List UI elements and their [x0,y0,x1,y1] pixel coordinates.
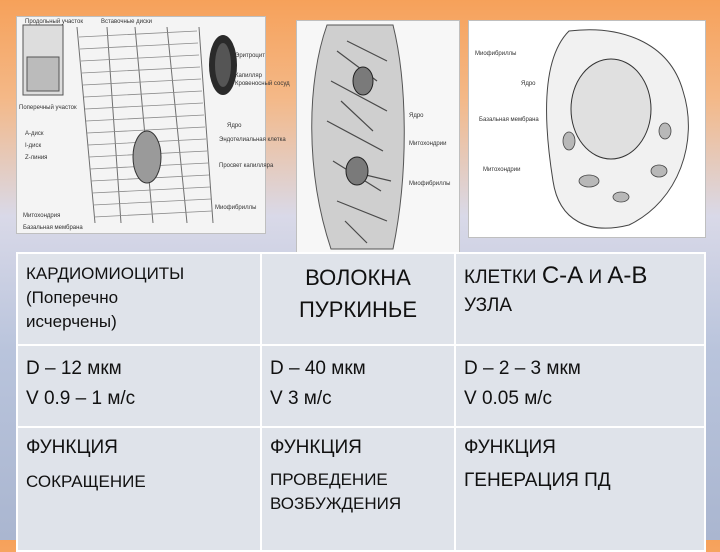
purkinje-function-value-2: ВОЗБУЖДЕНИЯ [270,494,402,513]
node-title-and: И [583,267,608,288]
table-row-parameters [17,345,705,427]
label-endothelial: Эндотелиальная клетка [219,137,286,143]
node-title-sa: С-А [541,262,584,289]
cell-node-title [455,253,705,345]
label-transverse: Поперечный участок [19,105,77,111]
cardiomyocytes-function-value: СОКРАЩЕНИЕ [26,472,146,491]
label-basal-membrane: Базальная мембрана [23,225,83,231]
label-myofibrils: Миофибриллы [215,205,257,211]
node-title-av: А-В [607,262,648,289]
node-cell-drawing [469,21,705,237]
node-cell-illustration [468,20,706,238]
label-capillary-lumen: Просвет капилляра [219,163,274,169]
label-node-basal-membrane: Базальная мембрана [479,117,539,123]
cardiomyocytes-diameter: D – 12 мкм [26,358,122,379]
label-purkinje-myofibrils: Миофибриллы [409,181,451,187]
label-nucleus: Ядро [227,123,242,129]
label-intercalated-discs: Вставочные диски [101,19,152,25]
cell-node-params [455,345,705,427]
cell-purkinje-params [261,345,455,427]
purkinje-title-1: ВОЛОКНА [305,265,411,290]
label-a-disc: A-диск [25,131,44,137]
label-node-myofibrils: Миофибриллы [475,51,517,57]
table-row-function [17,427,705,551]
node-function-label: ФУНКЦИЯ [464,437,556,458]
cell-purkinje-function [261,427,455,551]
label-capillary: Капилляр [235,73,263,79]
label-purkinje-nucleus: Ядро [409,113,424,119]
cardiomyocytes-function-label: ФУНКЦИЯ [26,437,118,458]
cardiomyocyte-illustration [16,16,290,234]
comparison-table [16,252,706,552]
node-velocity: V 0.05 м/с [464,388,553,409]
cell-node-function [455,427,705,551]
purkinje-function-value-1: ПРОВЕДЕНИЕ [270,470,388,489]
label-node-mitochondria: Митохондрии [483,167,521,173]
node-title-1 [464,262,696,292]
node-function-value: ГЕНЕРАЦИЯ ПД [464,470,611,491]
purkinje-velocity: V 3 м/с [270,388,332,409]
label-purkinje-mitochondria: Митохондрии [409,141,447,147]
label-blood-vessel: Кровеносный сосуд [235,81,290,87]
cardiomyocytes-subtitle-2: исчерчены) [26,312,117,331]
label-node-nucleus: Ядро [521,81,536,87]
cell-cardiomyocytes-function [17,427,261,551]
table-row-titles [17,253,705,345]
node-title-2: УЗЛА [464,295,513,316]
cell-cardiomyocytes-title [17,253,261,345]
purkinje-illustration [296,20,460,256]
cardiomyocyte-drawing [17,17,290,233]
purkinje-title-2: ПУРКИНЬЕ [298,297,418,322]
purkinje-drawing [297,21,459,255]
cell-cardiomyocytes-params [17,345,261,427]
cardiomyocytes-title: КАРДИОМИОЦИТЫ [26,264,185,283]
label-mitochondrion: Митохондрия [23,213,61,219]
node-diameter: D – 2 – 3 мкм [464,358,581,379]
label-erythrocyte: Эритроцит [235,53,265,59]
cardiomyocytes-velocity: V 0.9 – 1 м/с [26,388,136,409]
purkinje-function-label: ФУНКЦИЯ [270,437,362,458]
label-i-disc: I-диск [25,143,42,149]
cell-purkinje-title [261,253,455,345]
node-title-part1: КЛЕТКИ [464,267,542,288]
label-z-line: Z-линия [25,155,48,161]
purkinje-diameter: D – 40 мкм [270,358,366,379]
cardiomyocytes-subtitle-1: (Поперечно [26,288,119,307]
label-longitudinal: Продольный участок [25,19,83,25]
